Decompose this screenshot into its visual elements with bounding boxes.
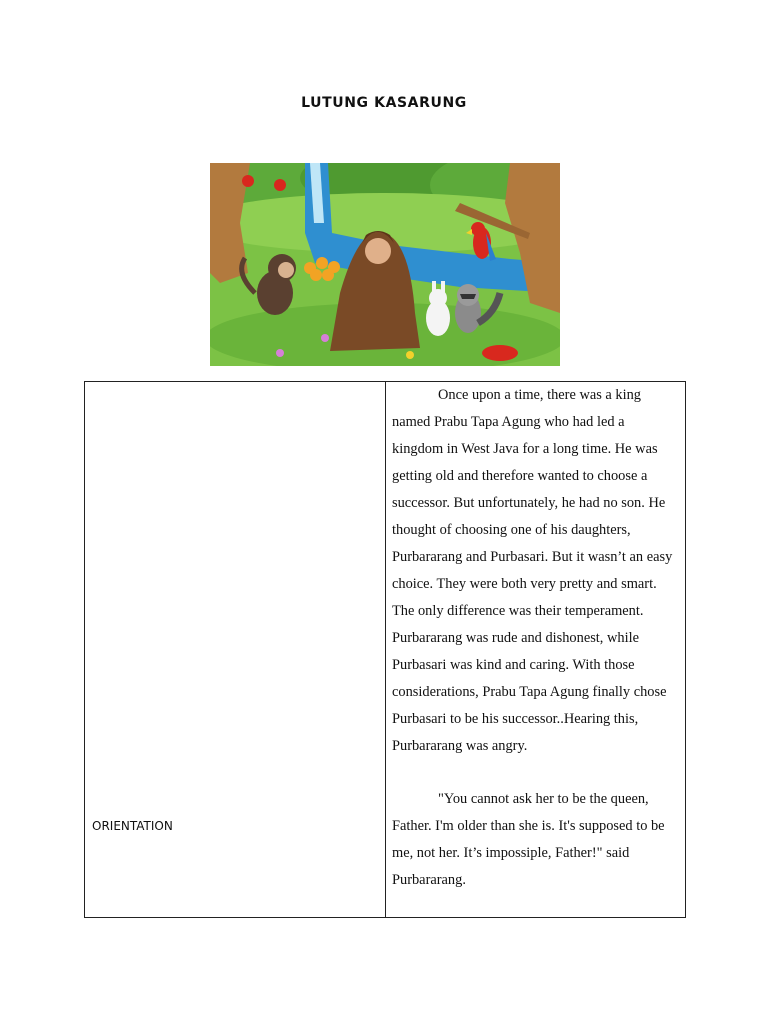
story-structure-table xyxy=(84,381,686,918)
document-title: LUTUNG KASARUNG xyxy=(301,95,467,111)
story-paragraph xyxy=(386,382,685,760)
story-illustration xyxy=(210,163,560,366)
section-label-cell xyxy=(85,382,386,918)
story-paragraph-text: "You cannot ask her to be the queen, Father. I'm older than she is. It's supposed to be me, not her. It’s impossiple, Father!" said Purbararang. xyxy=(392,791,665,888)
story-paragraph-text: Once upon a time, there was a king named Prabu Tapa Agung who had led a kingdom in West Java for a long time. He was getting old and therefore wanted to choose a successor. But unfortunately, he had no son. He thought of choosing one of his daughters, Purbararang and Purbasari. But it wasn’t an easy choice. They were both very pretty and smart. The only difference was their temperament. Purbararang was rude and dishonest, while Purbasari was kind and caring. With those considerations, Prabu Tapa Agung finally chose Purbasari to be his successor..Hearing this, Purbararang was angry. xyxy=(392,387,673,754)
story-text-cell xyxy=(386,382,686,918)
table-row xyxy=(85,382,686,918)
section-label: ORIENTATION xyxy=(92,819,173,833)
forest-scene-image xyxy=(210,163,560,366)
story-paragraph xyxy=(386,786,685,894)
